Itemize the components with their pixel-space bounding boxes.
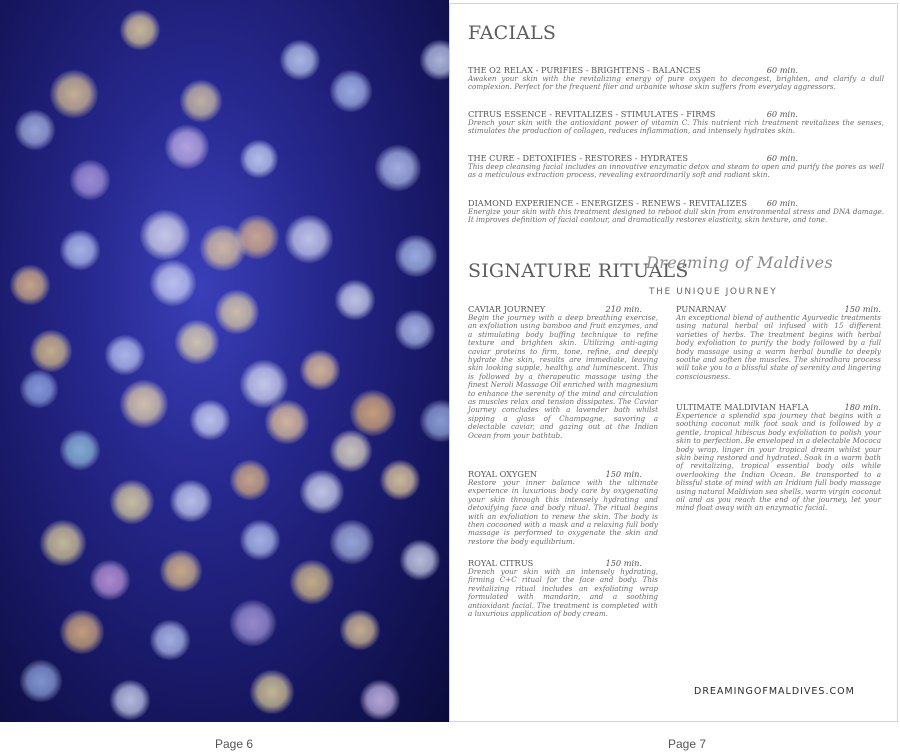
signature-subtitle: THE UNIQUE JOURNEY <box>649 287 778 297</box>
item-name: DIAMOND EXPERIENCE - ENERGIZES - RENEWS - REVITALIZES <box>468 198 747 208</box>
facial-item <box>468 198 884 225</box>
facial-item <box>468 109 884 136</box>
bokeh-light <box>150 620 190 660</box>
bokeh-light <box>335 280 375 320</box>
item-description: Begin the journey with a deep breathing exercise, an exfoliation using bamboo and fruit enzymes, and a stimulating body buffing technique to refine texture and brighten skin. Utilizing anti-aging caviar proteins to firm, tone, refine, and deeply hydrate the skin, results are immediate, leaving skin looking supple, healthy, and luminescent. This is followed by a therapeutic massage using the finest Neroli Massage Oil enriched with magnesium to enhance the serenity of the mind and circulation as muscles relax and tension dissipates. The Caviar Journey concludes with a lavender bath whilst sipping a glass of Champagne, savoring a delectable caviar, and gazing out at the Indian Ocean from your bathtub. <box>468 313 658 440</box>
bokeh-light <box>360 680 400 720</box>
bokeh-light <box>400 540 440 580</box>
item-name: ROYAL OXYGEN <box>468 469 538 479</box>
bokeh-light <box>380 460 420 500</box>
website-link[interactable]: DREAMINGOFMALDIVES.COM <box>694 686 855 697</box>
item-description: Restore your inner balance with the ultimate experience in luxurious body care by oxygenating your skin through this intensely hydrating and detoxifying face and body ritual. The ritual begins with an exfoliation to renew the skin. The body is then cocooned with a mask and a relaxing full body massage is performed to oxygenate the skin and restore the body equilibrium. <box>468 478 658 546</box>
bokeh-light <box>165 125 209 169</box>
bokeh-light <box>60 430 100 470</box>
bokeh-light <box>395 310 435 350</box>
bokeh-light <box>230 600 276 646</box>
bokeh-photo <box>0 0 449 722</box>
facial-item <box>468 153 884 180</box>
bokeh-light <box>60 230 100 270</box>
item-duration: 150 min. <box>844 304 881 314</box>
bokeh-light <box>375 145 421 191</box>
bokeh-light <box>160 550 202 592</box>
bokeh-light <box>90 560 130 600</box>
bokeh-light <box>235 215 279 259</box>
item-duration: 150 min. <box>605 558 642 568</box>
facial-item <box>468 65 884 92</box>
bokeh-light <box>350 390 396 436</box>
bokeh-light <box>420 40 449 80</box>
ritual-item <box>468 469 658 546</box>
bokeh-light <box>420 400 449 442</box>
bokeh-light <box>20 370 58 408</box>
bokeh-light <box>140 210 190 260</box>
item-name: CITRUS ESSENCE - REVITALIZES - STIMULATES - FIRMS <box>468 109 716 119</box>
ritual-item <box>468 304 658 440</box>
item-description: Drench your skin with the antioxidant power of vitamin C. This nutrient rich treatment revitalizes the senses, stimulates the production of collagen, reduces inflammation, and intensely hydrates skin. <box>468 118 884 136</box>
ritual-item <box>468 558 658 618</box>
bokeh-light <box>215 290 259 334</box>
item-description: Drench your skin with an intensely hydrating, firming C+C ritual for the face and body. This revitalizing ritual includes an exfoliating wrap formulated with mandarin, and a soothing antioxidant facial. The treatment is completed with a luxurious application of body cream. <box>468 567 658 619</box>
spa-menu-page <box>449 3 898 722</box>
bokeh-light <box>120 380 168 428</box>
bokeh-light <box>395 235 437 277</box>
item-description: Experience a splendid spa journey that begins with a soothing coconut milk foot soak and is followed by a gentle, tropical hibiscus body exfoliation to polish your skin to perfection. Be enveloped in a delectable Mococa body wrap, linger in your tropical dream whilst your skin being restored and hydrated. Soak in a warm bath of revitalizing, tropical essential body oils while overlooking the Indian Ocean. Be transported to a blissful state of mind with an Iridium full body massage using natural Maldivian sea shells, warm virgin coconut oil and as you reach the end of the journey, let your mind float away with an enzymatic facial. <box>676 411 881 513</box>
ritual-item <box>676 304 881 381</box>
bokeh-light <box>190 400 230 440</box>
bokeh-light <box>340 610 380 650</box>
item-name: PUNARNAV <box>676 304 727 314</box>
item-name: ROYAL CITRUS <box>468 558 534 568</box>
brand-script-logo: Dreaming of Maldives <box>646 253 834 272</box>
item-duration: 60 min. <box>766 65 798 75</box>
bokeh-light <box>300 470 344 514</box>
item-duration: 60 min. <box>766 198 798 208</box>
facials-title: FACIALS <box>468 22 557 44</box>
bokeh-light <box>175 320 219 364</box>
bokeh-light <box>240 520 280 560</box>
bokeh-light <box>110 680 150 720</box>
item-description: An exceptional blend of authentic Ayurvedic treatments using natural herbal oil infused with 15 different varieties of herbs. The treatment begins with herbal body exfoliation to purify the body followed by a full body massage using a warm herbal bundle to deeply soothe and soften the muscles. The shirodhara process will take you to a blissful state of serenity and lingering consciousness. <box>676 313 881 381</box>
page-label-left: Page 6 <box>215 737 254 751</box>
signature-rituals-title: SIGNATURE RITUALS <box>468 260 689 282</box>
item-duration: 180 min. <box>844 402 881 412</box>
bokeh-light <box>60 610 104 654</box>
item-name: CAVIAR JOURNEY <box>468 304 546 314</box>
bokeh-light <box>230 460 270 500</box>
item-duration: 210 min. <box>605 304 642 314</box>
bokeh-light <box>300 350 340 390</box>
bokeh-light <box>285 215 333 263</box>
bokeh-light <box>280 40 320 80</box>
item-duration: 60 min. <box>766 153 798 163</box>
item-description: This deep cleansing facial includes an innovative enzymatic detox and steam to open and purify the pores as well as a meticulous extraction process, revealing extraordinarily soft and radiant skin. <box>468 162 884 180</box>
bokeh-light <box>250 670 294 714</box>
item-duration: 60 min. <box>766 109 798 119</box>
bokeh-light <box>240 140 278 178</box>
bokeh-lights <box>0 0 449 722</box>
item-name: THE CURE - DETOXIFIES - RESTORES - HYDRATES <box>468 153 688 163</box>
bokeh-light <box>150 260 196 306</box>
item-name: ULTIMATE MALDIVIAN HAFLA <box>676 402 809 412</box>
bokeh-light <box>330 520 374 564</box>
item-description: Energize your skin with this treatment designed to reboot dull skin from environmental stress and DNA damage. It improves definition of facial contour, and dramatically restores elasticity, skin texture, and tone. <box>468 207 884 225</box>
item-description: Awaken your skin with the revitalizing energy of pure oxygen to decongest, brighten, and clarify a dull complexion. Perfect for the frequent flier and urbanite whose skin suffers from everyday aggressors. <box>468 74 884 92</box>
bokeh-light <box>110 480 154 524</box>
bokeh-light <box>105 335 145 375</box>
bokeh-light <box>20 660 62 702</box>
item-name: THE O2 RELAX - PURIFIES - BRIGHTENS - BALANCES <box>468 65 701 75</box>
bokeh-light <box>180 80 222 122</box>
bokeh-light <box>120 10 160 50</box>
bokeh-light <box>170 480 212 522</box>
bokeh-light <box>10 265 50 305</box>
bokeh-light <box>330 430 372 472</box>
page-label-right: Page 7 <box>668 737 707 751</box>
bokeh-light <box>30 330 72 372</box>
item-duration: 150 min. <box>605 469 642 479</box>
bokeh-light <box>330 70 372 112</box>
bokeh-light <box>265 400 309 444</box>
bokeh-light <box>50 70 98 118</box>
bokeh-light <box>290 560 334 604</box>
bokeh-light <box>70 160 110 200</box>
bokeh-light <box>15 110 55 150</box>
ritual-item <box>676 402 881 513</box>
bokeh-light <box>40 520 86 566</box>
